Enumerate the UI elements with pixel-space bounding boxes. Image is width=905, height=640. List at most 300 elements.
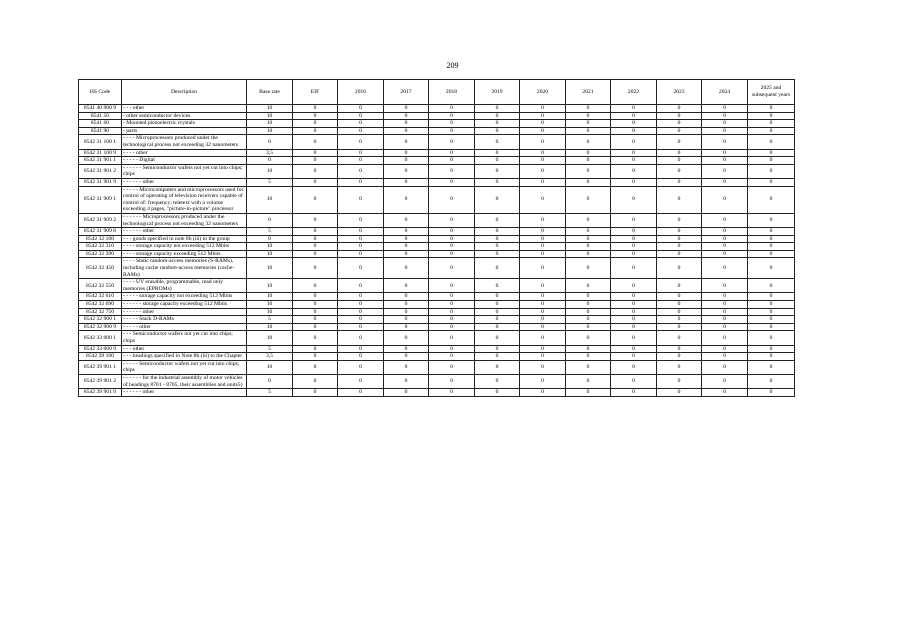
rate-cell: 0 — [338, 323, 384, 331]
table-row — [79, 135, 795, 149]
rate-cell: 0 — [702, 149, 748, 157]
rate-cell: 0 — [293, 258, 338, 279]
base-rate-cell: 5 — [247, 316, 293, 324]
rate-cell: 0 — [611, 157, 657, 165]
hs-code-cell: 8541 50 — [79, 112, 122, 120]
rate-cell: 0 — [293, 243, 338, 251]
rate-cell: 0 — [338, 301, 384, 309]
table-row — [79, 323, 795, 331]
rate-cell: 0 — [566, 258, 611, 279]
rate-cell: 0 — [657, 127, 702, 135]
rate-cell: 0 — [566, 345, 611, 353]
rate-cell: 0 — [566, 250, 611, 258]
rate-cell: 0 — [566, 164, 611, 178]
rate-cell: 0 — [293, 250, 338, 258]
hs-code-cell: 8542 32 900 1 — [79, 316, 122, 324]
rate-cell: 0 — [657, 374, 702, 388]
rate-cell: 0 — [475, 374, 520, 388]
rate-cell: 0 — [611, 164, 657, 178]
rate-cell: 0 — [429, 293, 475, 301]
rate-cell: 0 — [702, 213, 748, 227]
rate-cell: 0 — [702, 135, 748, 149]
hs-code-cell: 8542 39 901 1 — [79, 360, 122, 374]
rate-cell: 0 — [293, 127, 338, 135]
col-header: 2019 — [475, 80, 520, 105]
rate-cell: 0 — [338, 316, 384, 324]
hs-code-cell: 8542 31 100 1 — [79, 135, 122, 149]
rate-cell: 0 — [429, 178, 475, 186]
rate-cell: 0 — [520, 345, 566, 353]
description-cell: - - - - - Stack D-RAMs — [122, 316, 247, 324]
rate-cell: 0 — [475, 157, 520, 165]
col-header: HS Code — [79, 80, 122, 105]
rate-cell: 0 — [475, 301, 520, 309]
rate-cell: 0 — [429, 374, 475, 388]
rate-cell: 0 — [293, 279, 338, 293]
description-cell: - - - - - - Semiconductor wafers not yet cut into chips; chips — [122, 164, 247, 178]
rate-cell: 0 — [657, 178, 702, 186]
base-rate-cell: 10 — [247, 127, 293, 135]
rate-cell: 0 — [748, 186, 795, 213]
base-rate-cell: 10 — [247, 279, 293, 293]
base-rate-cell: 10 — [247, 293, 293, 301]
rate-cell: 0 — [384, 149, 429, 157]
rate-cell: 0 — [475, 120, 520, 128]
rate-cell: 0 — [702, 353, 748, 361]
rate-cell: 0 — [566, 178, 611, 186]
rate-cell: 0 — [611, 120, 657, 128]
rate-cell: 0 — [611, 316, 657, 324]
rate-cell: 0 — [293, 331, 338, 345]
rate-cell: 0 — [657, 149, 702, 157]
rate-cell: 0 — [338, 360, 384, 374]
rate-cell: 0 — [748, 316, 795, 324]
table-row — [79, 308, 795, 316]
rate-cell: 0 — [657, 389, 702, 397]
rate-cell: 0 — [429, 157, 475, 165]
rate-cell: 0 — [384, 293, 429, 301]
rate-cell: 0 — [384, 316, 429, 324]
rate-cell: 0 — [657, 105, 702, 113]
rate-cell: 0 — [338, 250, 384, 258]
rate-cell: 0 — [748, 178, 795, 186]
hs-code-cell: 8542 33 000 1 — [79, 331, 122, 345]
rate-cell: 0 — [384, 323, 429, 331]
rate-cell: 0 — [475, 149, 520, 157]
rate-cell: 0 — [657, 112, 702, 120]
table-row — [79, 258, 795, 279]
rate-cell: 0 — [384, 105, 429, 113]
rate-cell: 0 — [702, 105, 748, 113]
rate-cell: 0 — [611, 301, 657, 309]
rate-cell: 0 — [293, 345, 338, 353]
rate-cell: 0 — [520, 178, 566, 186]
table-row — [79, 149, 795, 157]
rate-cell: 0 — [657, 243, 702, 251]
base-rate-cell: 10 — [247, 120, 293, 128]
table-row — [79, 293, 795, 301]
rate-cell: 0 — [611, 243, 657, 251]
rate-cell: 0 — [475, 213, 520, 227]
rate-cell: 0 — [702, 293, 748, 301]
table-row — [79, 345, 795, 353]
col-header: 2023 — [657, 80, 702, 105]
rate-cell: 0 — [566, 293, 611, 301]
rate-cell: 0 — [338, 331, 384, 345]
rate-cell: 0 — [384, 164, 429, 178]
base-rate-cell: 10 — [247, 250, 293, 258]
rate-cell: 0 — [293, 178, 338, 186]
col-header: 2022 — [611, 80, 657, 105]
rate-cell: 0 — [338, 353, 384, 361]
rate-cell: 0 — [748, 120, 795, 128]
rate-cell: 0 — [566, 374, 611, 388]
rate-cell: 0 — [657, 293, 702, 301]
rate-cell: 0 — [566, 112, 611, 120]
rate-cell: 0 — [475, 186, 520, 213]
rate-cell: 0 — [293, 308, 338, 316]
description-cell: - - - - - - storage capacity exceeding 512 Mbits — [122, 301, 247, 309]
description-cell: - - - - Static random-access memories (S-RAMs), including cache random-access memories (cache-RAMs) — [122, 258, 247, 279]
base-rate-cell: 10 — [247, 258, 293, 279]
rate-cell: 0 — [657, 135, 702, 149]
col-header: 2018 — [429, 80, 475, 105]
rate-cell: 0 — [384, 308, 429, 316]
hs-code-cell: 8542 33 000 9 — [79, 345, 122, 353]
rate-cell: 0 — [384, 157, 429, 165]
rate-cell: 0 — [338, 105, 384, 113]
rate-cell: 0 — [429, 250, 475, 258]
rate-cell: 0 — [748, 127, 795, 135]
rate-cell: 0 — [429, 112, 475, 120]
table-row — [79, 243, 795, 251]
rate-cell: 0 — [429, 316, 475, 324]
rate-cell: 0 — [429, 243, 475, 251]
hs-code-cell: 8542 32 390 — [79, 250, 122, 258]
description-cell: - - - headings specified in Note 8b (iii) to the Chapter — [122, 353, 247, 361]
rate-cell: 0 — [293, 293, 338, 301]
rate-cell: 0 — [429, 308, 475, 316]
rate-cell: 0 — [520, 323, 566, 331]
rate-cell: 0 — [475, 228, 520, 236]
description-cell: - - - goods specified in note 8b (iii) to the group — [122, 235, 247, 243]
base-rate-cell: 0 — [247, 135, 293, 149]
description-cell: - - - other — [122, 105, 247, 113]
rate-cell: 0 — [429, 353, 475, 361]
hs-code-cell: 8542 39 100 — [79, 353, 122, 361]
rate-cell: 0 — [611, 127, 657, 135]
rate-cell: 0 — [611, 105, 657, 113]
rate-cell: 0 — [475, 345, 520, 353]
rate-cell: 0 — [748, 331, 795, 345]
table-row — [79, 331, 795, 345]
rate-cell: 0 — [520, 127, 566, 135]
tariff-schedule-table — [78, 79, 795, 397]
rate-cell: 0 — [429, 360, 475, 374]
rate-cell: 0 — [293, 301, 338, 309]
table-row — [79, 250, 795, 258]
hs-code-cell: 8542 31 901 1 — [79, 157, 122, 165]
table-row — [79, 164, 795, 178]
rate-cell: 0 — [702, 374, 748, 388]
rate-cell: 0 — [566, 157, 611, 165]
base-rate-cell: 3,5 — [247, 149, 293, 157]
rate-cell: 0 — [748, 353, 795, 361]
rate-cell: 0 — [657, 258, 702, 279]
description-cell: - - - - - - other — [122, 228, 247, 236]
rate-cell: 0 — [338, 293, 384, 301]
rate-cell: 0 — [384, 235, 429, 243]
rate-cell: 0 — [520, 301, 566, 309]
col-header: Base rate — [247, 80, 293, 105]
rate-cell: 0 — [566, 389, 611, 397]
description-cell: - - - - - - other — [122, 308, 247, 316]
hs-code-cell: 8542 31 909 2 — [79, 213, 122, 227]
hs-code-cell: 8542 32 690 — [79, 301, 122, 309]
rate-cell: 0 — [566, 235, 611, 243]
rate-cell: 0 — [293, 120, 338, 128]
hs-code-cell: 8542 32 610 — [79, 293, 122, 301]
rate-cell: 0 — [293, 389, 338, 397]
rate-cell: 0 — [475, 360, 520, 374]
rate-cell: 0 — [611, 213, 657, 227]
rate-cell: 0 — [702, 258, 748, 279]
rate-cell: 0 — [338, 279, 384, 293]
col-header: 2016 — [338, 80, 384, 105]
hs-code-cell: 8542 32 550 — [79, 279, 122, 293]
rate-cell: 0 — [566, 105, 611, 113]
base-rate-cell: 10 — [247, 360, 293, 374]
table-row — [79, 213, 795, 227]
rate-cell: 0 — [657, 228, 702, 236]
rate-cell: 0 — [429, 331, 475, 345]
rate-cell: 0 — [429, 164, 475, 178]
rate-cell: 0 — [748, 243, 795, 251]
rate-cell: 0 — [384, 279, 429, 293]
rate-cell: 0 — [338, 178, 384, 186]
rate-cell: 0 — [566, 301, 611, 309]
rate-cell: 0 — [293, 353, 338, 361]
rate-cell: 0 — [520, 279, 566, 293]
rate-cell: 0 — [520, 353, 566, 361]
rate-cell: 0 — [293, 228, 338, 236]
rate-cell: 0 — [657, 279, 702, 293]
rate-cell: 0 — [748, 149, 795, 157]
rate-cell: 0 — [657, 331, 702, 345]
rate-cell: 0 — [520, 308, 566, 316]
rate-cell: 0 — [384, 228, 429, 236]
rate-cell: 0 — [293, 157, 338, 165]
description-cell: - Mounted piezoelectric crystals — [122, 120, 247, 128]
table-row — [79, 235, 795, 243]
rate-cell: 0 — [611, 353, 657, 361]
rate-cell: 0 — [611, 250, 657, 258]
rate-cell: 0 — [384, 258, 429, 279]
rate-cell: 0 — [384, 301, 429, 309]
rate-cell: 0 — [293, 186, 338, 213]
table-row — [79, 374, 795, 388]
rate-cell: 0 — [293, 164, 338, 178]
rate-cell: 0 — [657, 360, 702, 374]
base-rate-cell: 10 — [247, 164, 293, 178]
rate-cell: 0 — [429, 213, 475, 227]
rate-cell: 0 — [429, 149, 475, 157]
rate-cell: 0 — [475, 258, 520, 279]
rate-cell: 0 — [748, 389, 795, 397]
rate-cell: 0 — [566, 360, 611, 374]
hs-code-cell: 8542 31 100 9 — [79, 149, 122, 157]
rate-cell: 0 — [475, 178, 520, 186]
rate-cell: 0 — [520, 360, 566, 374]
rate-cell: 0 — [611, 135, 657, 149]
rate-cell: 0 — [657, 301, 702, 309]
hs-code-cell: 8542 32 450 — [79, 258, 122, 279]
rate-cell: 0 — [702, 164, 748, 178]
rate-cell: 0 — [293, 105, 338, 113]
rate-cell: 0 — [520, 293, 566, 301]
rate-cell: 0 — [611, 235, 657, 243]
rate-cell: 0 — [748, 360, 795, 374]
rate-cell: 0 — [611, 360, 657, 374]
rate-cell: 0 — [702, 127, 748, 135]
rate-cell: 0 — [520, 316, 566, 324]
table-row — [79, 301, 795, 309]
rate-cell: 0 — [338, 374, 384, 388]
base-rate-cell: 10 — [247, 323, 293, 331]
hs-code-cell: 8542 32 310 — [79, 243, 122, 251]
rate-cell: 0 — [748, 279, 795, 293]
rate-cell: 0 — [475, 331, 520, 345]
table-header-row — [79, 80, 795, 105]
rate-cell: 0 — [657, 186, 702, 213]
rate-cell: 0 — [520, 186, 566, 213]
rate-cell: 0 — [475, 135, 520, 149]
description-cell: - - - - - Digital — [122, 157, 247, 165]
rate-cell: 0 — [475, 308, 520, 316]
rate-cell: 0 — [702, 323, 748, 331]
rate-cell: 0 — [702, 228, 748, 236]
rate-cell: 0 — [566, 279, 611, 293]
rate-cell: 0 — [702, 316, 748, 324]
rate-cell: 0 — [293, 374, 338, 388]
rate-cell: 0 — [566, 149, 611, 157]
rate-cell: 0 — [611, 279, 657, 293]
description-cell: - - - - - Microcomputers and microprocessors used for control of operating of television receivers capable of control of: frequency; teletext with a volume exceeding 4 pages, "picture-in-picture" processor — [122, 186, 247, 213]
rate-cell: 0 — [384, 389, 429, 397]
rate-cell: 0 — [475, 112, 520, 120]
rate-cell: 0 — [748, 157, 795, 165]
rate-cell: 0 — [384, 250, 429, 258]
base-rate-cell: 0 — [247, 235, 293, 243]
rate-cell: 0 — [702, 178, 748, 186]
rate-cell: 0 — [384, 243, 429, 251]
rate-cell: 0 — [429, 127, 475, 135]
rate-cell: 0 — [338, 228, 384, 236]
base-rate-cell: 10 — [247, 105, 293, 113]
rate-cell: 0 — [429, 389, 475, 397]
rate-cell: 0 — [520, 374, 566, 388]
table-row — [79, 316, 795, 324]
rate-cell: 0 — [611, 112, 657, 120]
rate-cell: 0 — [702, 389, 748, 397]
rate-cell: 0 — [611, 293, 657, 301]
rate-cell: 0 — [338, 258, 384, 279]
rate-cell: 0 — [384, 374, 429, 388]
rate-cell: 0 — [566, 316, 611, 324]
rate-cell: 0 — [611, 178, 657, 186]
table-row — [79, 157, 795, 165]
rate-cell: 0 — [566, 127, 611, 135]
rate-cell: 0 — [748, 112, 795, 120]
rate-cell: 0 — [520, 157, 566, 165]
rate-cell: 0 — [429, 135, 475, 149]
hs-code-cell: 8542 32 100 — [79, 235, 122, 243]
rate-cell: 0 — [611, 331, 657, 345]
rate-cell: 0 — [702, 120, 748, 128]
rate-cell: 0 — [293, 360, 338, 374]
rate-cell: 0 — [475, 316, 520, 324]
rate-cell: 0 — [702, 112, 748, 120]
base-rate-cell: 3,5 — [247, 353, 293, 361]
rate-cell: 0 — [657, 316, 702, 324]
rate-cell: 0 — [566, 213, 611, 227]
rate-cell: 0 — [520, 235, 566, 243]
description-cell: - - - - other — [122, 149, 247, 157]
rate-cell: 0 — [293, 213, 338, 227]
rate-cell: 0 — [520, 213, 566, 227]
description-cell: - - - - - Semiconductor wafers not yet cut into chips; chips — [122, 360, 247, 374]
rate-cell: 0 — [429, 301, 475, 309]
hs-code-cell: 8542 31 909 1 — [79, 186, 122, 213]
rate-cell: 0 — [611, 345, 657, 353]
rate-cell: 0 — [338, 157, 384, 165]
rate-cell: 0 — [429, 105, 475, 113]
rate-cell: 0 — [748, 228, 795, 236]
rate-cell: 0 — [293, 235, 338, 243]
rate-cell: 0 — [748, 308, 795, 316]
table-row — [79, 105, 795, 113]
rate-cell: 0 — [611, 149, 657, 157]
rate-cell: 0 — [748, 345, 795, 353]
base-rate-cell: 10 — [247, 331, 293, 345]
rate-cell: 0 — [657, 235, 702, 243]
hs-code-cell: 8542 39 901 9 — [79, 389, 122, 397]
base-rate-cell: 10 — [247, 186, 293, 213]
rate-cell: 0 — [566, 120, 611, 128]
hs-code-cell: 8541 90 — [79, 127, 122, 135]
rate-cell: 0 — [475, 389, 520, 397]
rate-cell: 0 — [293, 112, 338, 120]
page-number: 209 — [446, 61, 459, 70]
rate-cell: 0 — [338, 308, 384, 316]
rate-cell: 0 — [702, 360, 748, 374]
table-row — [79, 178, 795, 186]
description-cell: - - - - - - other — [122, 389, 247, 397]
rate-cell: 0 — [429, 235, 475, 243]
base-rate-cell: 10 — [247, 243, 293, 251]
rate-cell: 0 — [338, 345, 384, 353]
col-header: 2021 — [566, 80, 611, 105]
rate-cell: 0 — [384, 127, 429, 135]
rate-cell: 0 — [520, 135, 566, 149]
rate-cell: 0 — [748, 301, 795, 309]
rate-cell: 0 — [702, 345, 748, 353]
base-rate-cell: 10 — [247, 301, 293, 309]
rate-cell: 0 — [293, 149, 338, 157]
rate-cell: 0 — [338, 389, 384, 397]
base-rate-cell: 0 — [247, 374, 293, 388]
rate-cell: 0 — [657, 353, 702, 361]
